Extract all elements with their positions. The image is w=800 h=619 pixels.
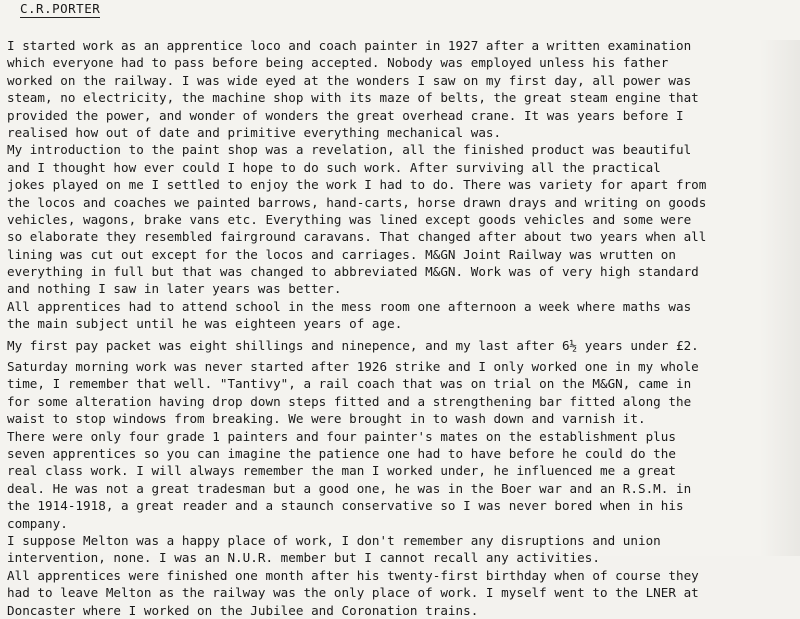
text-line: lining was cut out except for the locos and carriages. M&GN Joint Railway was wrutten on [7, 246, 676, 262]
text-line: Saturday morning work was never started after 1926 strike and I only worked one in my whole [7, 359, 699, 375]
text-line: and I thought how ever could I hope to do such work. After surviving all the practical [7, 159, 661, 175]
text-line: steam, no electricity, the machine shop with its maze of belts, the great steam engine that [7, 90, 699, 106]
text-line: All apprentices were finished one month after his twenty-first birthday when of course they [7, 567, 699, 583]
text-line: There were only four grade 1 painters and four painter's mates on the establishment plus [7, 428, 676, 444]
text-line: My introduction to the paint shop was a revelation, all the finished product was beautiful [7, 142, 692, 158]
text-line: vehicles, wagons, brake vans etc. Everything was lined except goods vehicles and some were [7, 211, 692, 227]
text-line: the locos and coaches we painted barrows, hand-carts, horse drawn drays and writing on goods [7, 194, 707, 210]
text-line: for some alteration having drop down steps fitted and a strengthening bar fitted along the [7, 393, 692, 409]
text-line: so elaborate they resembled fairground caravans. That changed after about two years when all [7, 229, 707, 245]
text-line: everything in full but that was changed to abbreviated M&GN. Work was of very high standard [7, 264, 699, 280]
text-line: intervention, none. I was an N.U.R. member but I cannot recall any activities. [7, 550, 600, 566]
text-line: company. [7, 515, 68, 531]
author-heading: C.R.PORTER [20, 1, 101, 16]
text-line: All apprentices had to attend school in the mess room one afternoon a week where maths was [7, 298, 692, 314]
text-line: I suppose Melton was a happy place of work, I don't remember any disruptions and union [7, 532, 661, 548]
text-line: the main subject until he was eighteen years of age. [7, 316, 403, 332]
text-line: seven apprentices so you can imagine the patience one had to have before he could do the [7, 445, 676, 461]
text-line: the 1914-1918, a great reader and a staunch conservative so I was never bored when in his [7, 498, 684, 514]
text-line: worked on the railway. I was wide eyed at the wonders I saw on my first day, all power was [7, 72, 692, 88]
text-line: deal. He was not a great tradesman but a good one, he was in the Boer war and an R.S.M. in [7, 480, 692, 496]
text-line: Doncaster where I worked on the Jubilee and Coronation trains. [7, 602, 479, 618]
text-line: had to leave Melton as the railway was the only place of work. I myself went to the LNER at [7, 585, 699, 601]
text-line: time, I remember that well. "Tantivy", a rail coach that was on trial on the M&GN, came in [7, 376, 692, 392]
text-line: I started work as an apprentice loco and coach painter in 1927 after a written examination [7, 38, 692, 53]
text-line: which everyone had to pass before being accepted. Nobody was employed unless his father [7, 55, 669, 71]
text-line: and nothing I saw in later years was better. [7, 281, 342, 297]
text-line: provided the power, and wonder of wonders the great overhead crane. It was years before I [7, 107, 684, 123]
text-line: real class work. I will always remember the man I worked under, he influenced me a great [7, 463, 676, 479]
text-line: jokes played on me I settled to enjoy the work I had to do. There was variety for apart from [7, 177, 707, 193]
text-line: My first pay packet was eight shillings and ninepence, and my last after 6½ years under £2. [7, 337, 699, 353]
text-line: realised how out of date and primitive everything mechanical was. [7, 124, 502, 140]
text-line: waist to stop windows from breaking. We were brought in to wash down and varnish it. [7, 411, 646, 427]
body-text [7, 37, 797, 619]
